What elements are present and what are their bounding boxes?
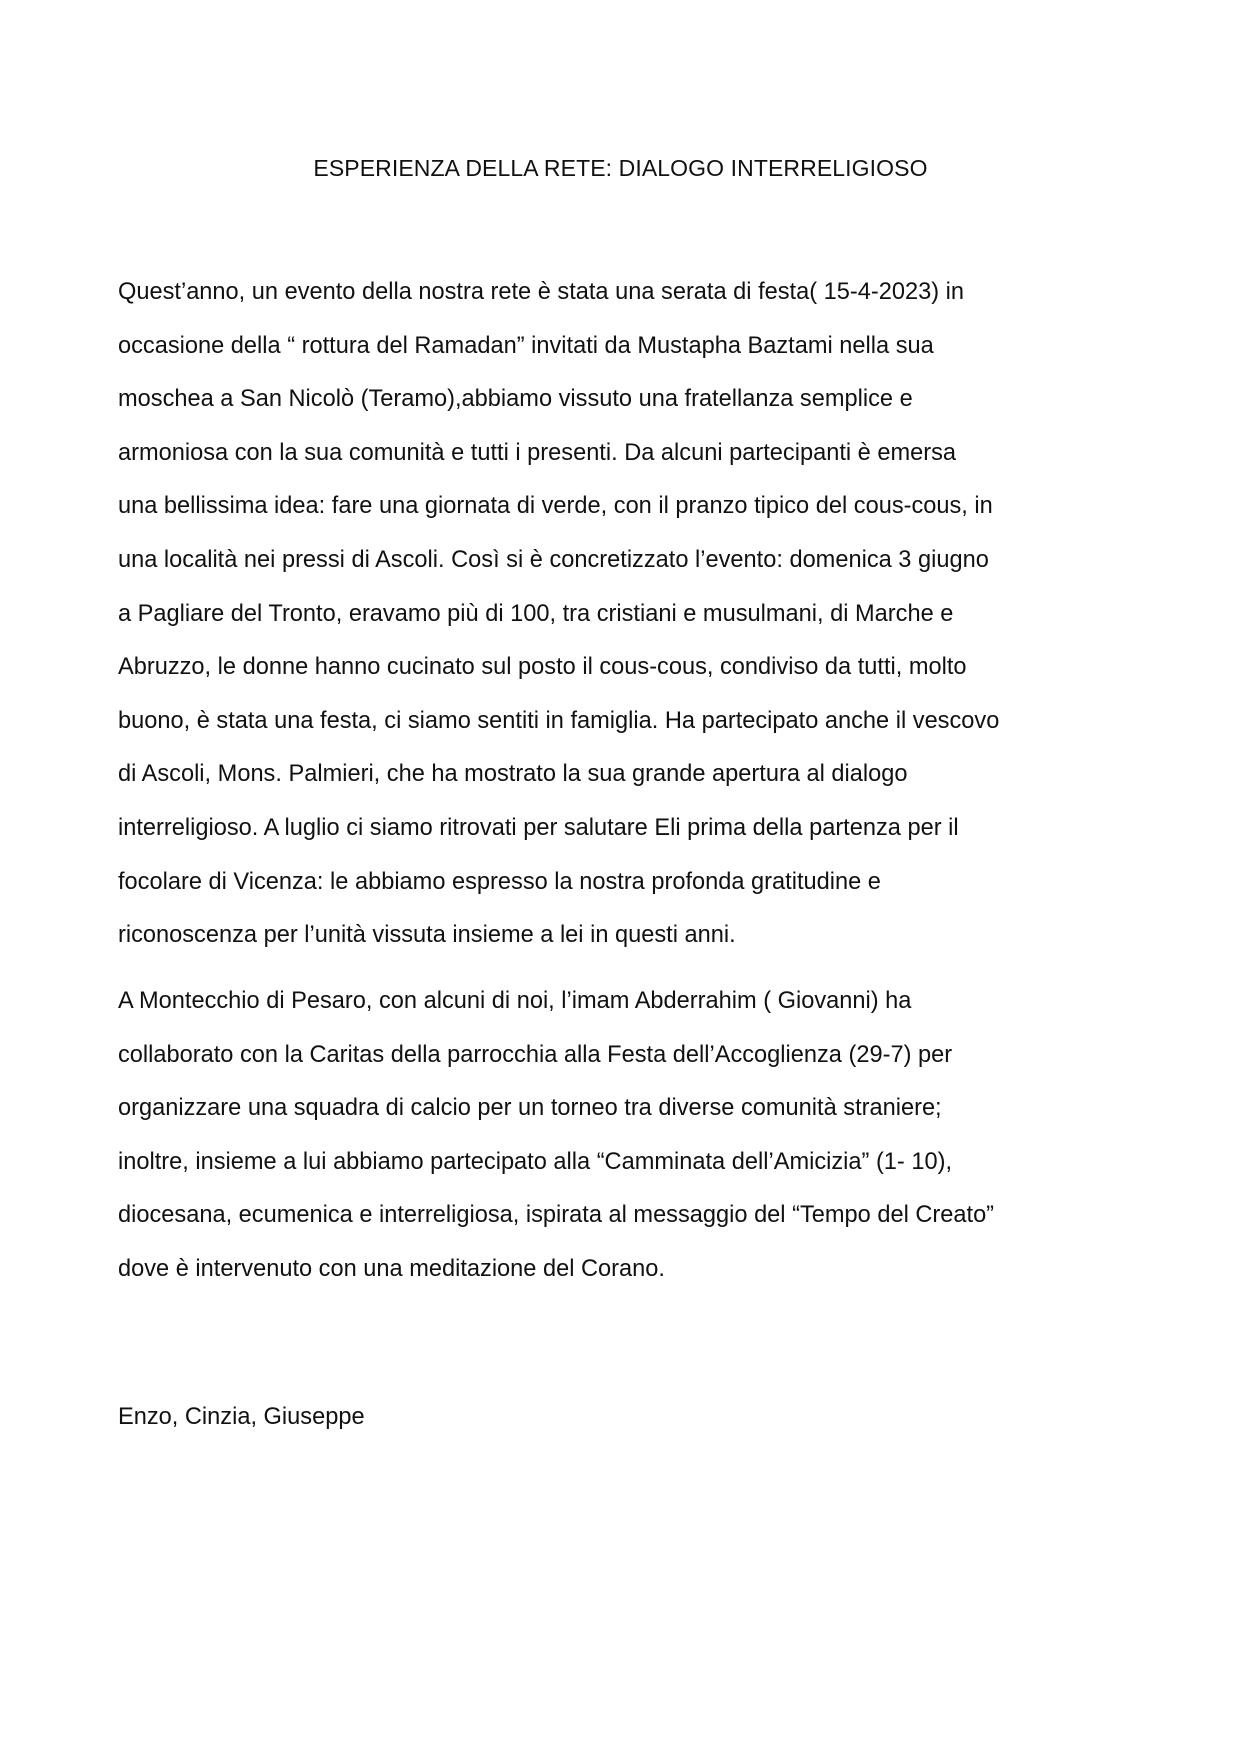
text-line: dove è intervenuto con una meditazione del Corano. [118, 1255, 665, 1282]
text-line: armoniosa con la sua comunità e tutti i presenti. Da alcuni partecipanti è emersa [118, 439, 957, 466]
paragraph-montecchio [118, 975, 1128, 1297]
text-line: buono, è stata una festa, ci siamo sentiti in famiglia. Ha partecipato anche il vescovo [118, 707, 1000, 734]
text-line: A Montecchio di Pesaro, con alcuni di noi, l’imam Abderrahim ( Giovanni) ha [118, 988, 912, 1014]
text-line: occasione della “ rottura del Ramadan” invitati da Mustapha Baztami nella sua [118, 332, 934, 359]
text-line: a Pagliare del Tronto, eravamo più di 100, tra cristiani e musulmani, di Marche e [118, 600, 954, 627]
text-line: inoltre, insieme a lui abbiamo partecipato alla “Camminata dell’Amicizia” (1- 10), [118, 1148, 952, 1175]
text-line: una località nei pressi di Ascoli. Così si è concretizzato l’evento: domenica 3 giugno [118, 546, 989, 573]
text-line: collaborato con la Caritas della parrocchia alla Festa dell’Accoglienza (29-7) per [118, 1041, 953, 1068]
signature: Enzo, Cinzia, Giuseppe [118, 1404, 365, 1430]
text-line: Quest’anno, un evento della nostra rete è stata una serata di festa( 15-4-2023) in [118, 279, 964, 305]
text-line: una bellissima idea: fare una giornata di verde, con il pranzo tipico del cous-cous, in [118, 493, 993, 520]
text-line: moschea a San Nicolò (Teramo),abbiamo vissuto una fratellanza semplice e [118, 386, 913, 413]
text-line: organizzare una squadra di calcio per un torneo tra diverse comunità straniere; [118, 1095, 942, 1122]
text-line: riconoscenza per l’unità vissuta insieme a lei in questi anni. [118, 922, 736, 949]
document-title: ESPERIENZA DELLA RETE: DIALOGO INTERRELIGIOSO [313, 155, 928, 181]
text-line: di Ascoli, Mons. Palmieri, che ha mostrato la sua grande apertura al dialogo [118, 761, 908, 788]
paragraph-ramadan-event [118, 266, 1128, 963]
text-line: Abruzzo, le donne hanno cucinato sul posto il cous-cous, condiviso da tutti, molto [118, 654, 967, 681]
text-line: diocesana, ecumenica e interreligiosa, ispirata al messaggio del “Tempo del Creato” [118, 1202, 995, 1229]
text-line: interreligioso. A luglio ci siamo ritrovati per salutare Eli prima della partenza per il [118, 814, 959, 841]
text-line: focolare di Vicenza: le abbiamo espresso la nostra profonda gratitudine e [118, 868, 881, 895]
